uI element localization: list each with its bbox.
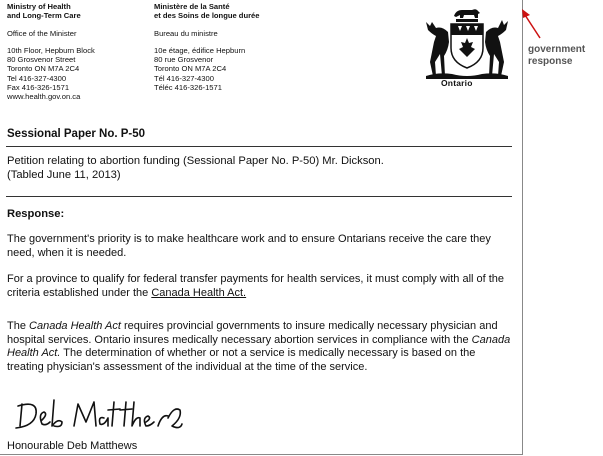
sessional-paper-title: Sessional Paper No. P-50 — [7, 128, 146, 140]
letterhead-english — [7, 2, 95, 102]
ministry-name-en-2: and Long-Term Care — [7, 11, 81, 21]
arrow-icon — [518, 4, 544, 40]
paragraph-priority: The government's priority is to make healthcare work and to ensure Ontarians receive the care they need, when it is needed. — [7, 233, 491, 259]
act-name: Canada Health Act — [29, 320, 121, 332]
paragraph-transfer-payments — [7, 273, 515, 300]
address-fr-2: 80 rue Grosvenor — [154, 55, 214, 65]
address-fr-3: Toronto ON M7A 2C4 — [154, 64, 227, 74]
ministry-name-fr-1: Ministère de la Santé — [154, 2, 230, 11]
letterhead-french — [154, 2, 260, 92]
paragraph-text: requires provincial governments to insure medically necessary physician and hospital services. Ontario insures medically necessary abortion services in compliance with the — [7, 320, 498, 346]
signer-name: Honourable Deb Matthews — [7, 440, 138, 452]
paragraph-medically-necessary — [7, 320, 515, 374]
fax-fr: Téléc 416-326-1571 — [154, 83, 222, 93]
divider — [6, 196, 512, 197]
annotation-label — [528, 44, 585, 67]
office-en: Office of the Minister — [7, 28, 77, 38]
website: www.health.gov.on.ca — [7, 92, 81, 102]
petition-block — [7, 155, 512, 182]
office-fr: Bureau du ministre — [154, 28, 218, 38]
canada-health-act-reference: Canada Health Act. — [151, 286, 247, 299]
address-en-2: 80 Grosvenor Street — [7, 55, 76, 65]
act-name: Canada Health Act. — [7, 333, 511, 360]
paragraph-text: The determination of whether or not a service is medically necessary is based on the treating physician's assessment of the individual at the time of the service. — [7, 347, 476, 373]
ministry-name-fr-2: et des Soins de longue durée — [154, 11, 260, 21]
address-en-3: Toronto ON M7A 2C4 — [7, 64, 80, 74]
response-heading: Response: — [7, 208, 65, 220]
annotation-line-2: response — [528, 55, 573, 67]
address-fr-1: 10e étage, édifice Hepburn — [154, 45, 246, 55]
divider — [6, 146, 512, 147]
tel-en: Tel 416-327-4300 — [7, 73, 67, 83]
petition-line: Petition relating to abortion funding (Sessional Paper No. P-50) Mr. Dickson. — [7, 155, 384, 167]
ontario-wordmark: Ontario — [441, 78, 473, 88]
paragraph-text: For a province to qualify for federal transfer payments for health services, it must comply with all of the criteria established under the — [7, 273, 505, 299]
paragraph-text: The — [7, 320, 30, 332]
fax-en: Fax 416-326-1571 — [7, 83, 70, 93]
handwritten-signature — [12, 396, 184, 436]
tel-fr: Tél 416-327-4300 — [154, 73, 214, 83]
annotation-line-1: government — [528, 44, 586, 55]
ministry-name-en-1: Ministry of Health — [7, 2, 71, 11]
address-en-1: 10th Floor, Hepburn Block — [7, 45, 95, 55]
tabled-date: (Tabled June 11, 2013) — [7, 168, 121, 181]
